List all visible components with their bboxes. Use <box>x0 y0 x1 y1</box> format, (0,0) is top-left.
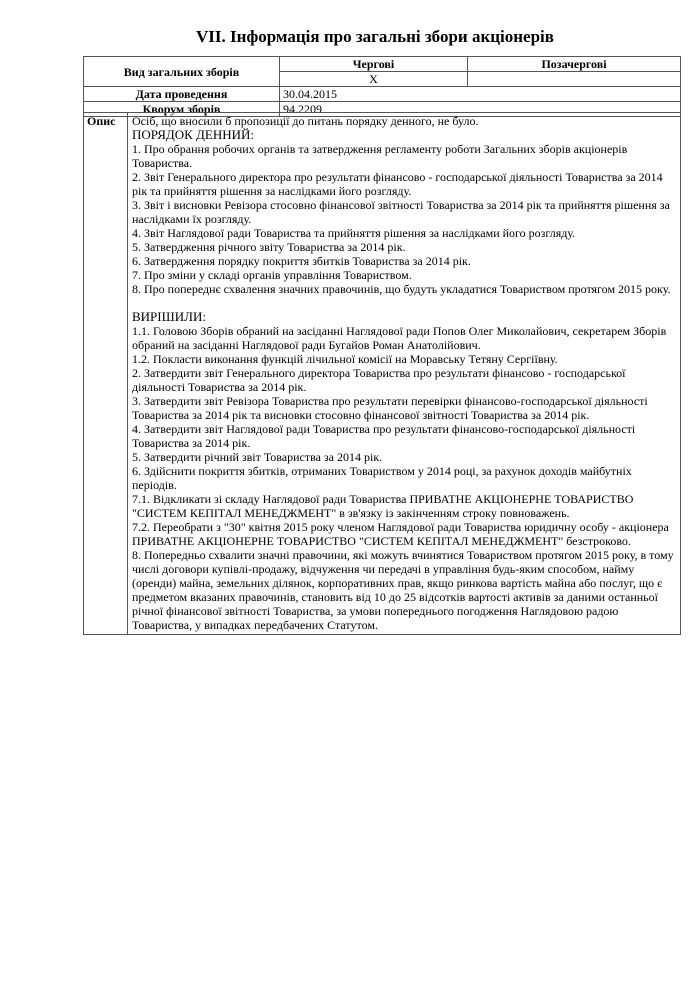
extraordinary-header: Позачергові <box>468 57 681 72</box>
description-line: Осіб, що вносили б пропозиції до питань порядку денного, не було. <box>132 114 479 128</box>
decision-item: 7.2. Переобрати з "30" квітня 2015 року членом Наглядової ради Товариства юридичну особу - акціонера ПРИВАТНЕ АКЦІОНЕРНЕ ТОВАРИСТВО "СИСТЕМ КЕПІТАЛ МЕНЕДЖМЕНТ" безстроково. <box>132 520 669 548</box>
decision-item: 3. Затвердити звіт Ревізора Товариства про результати перевірки фінансово-господарської діяльності Товариства за 2014 рік та висновки стосовно фінансової звітності Товариства за 2014 рік. <box>132 394 648 422</box>
section-title: VII. Інформація про загальні збори акціонерів <box>196 27 554 46</box>
extraordinary-mark <box>468 72 681 87</box>
agenda-item: 6. Затвердження порядку покриття збитків Товариства за 2014 рік. <box>132 254 471 268</box>
agenda-item: 1. Про обрання робочих органів та затвердження регламенту роботи Загальних зборів акціонерів Товариства. <box>132 142 628 170</box>
decision-item: 6. Здійснити покриття збитків, отриманих Товариством у 2014 році, за рахунок доходів майбутніх періодів. <box>132 464 632 492</box>
agenda-item: 4. Звіт Наглядової ради Товариства та прийняття рішення за наслідками його розгляду. <box>132 226 576 240</box>
date-label: Дата проведення <box>84 87 280 102</box>
agenda-item: 2. Звіт Генерального директора про результати фінансово - господарської діяльності Товариства за 2014 рік та прийняття рішення за наслідками його розгляду. <box>132 170 663 198</box>
regular-header: Чергові <box>280 57 468 72</box>
date-value: 30.04.2015 <box>280 87 681 102</box>
decision-item: 8. Попередньо схвалити значні правочини, які можуть вчинятися Товариством протягом 2015 року, в тому числі договори купівлі-продажу, відчуження чи передачі в управління будь-яким способом, найму (оренди) майна, земельних ділянок, корпоративних прав, якщо ринкова вартість майна або послуг, що є предметом вказаних правочинів, становить від 10 до 25 відсотків вартості активів за даними останньої річної фінансової звітності Товариства, за умови попереднього погодження Наглядовою радою Товариства, у випадках передбачених Статутом. <box>132 548 674 632</box>
agenda-item: 8. Про попереднє схвалення значних правочинів, що будуть укладатися Товариством протягом 2015 року. <box>132 282 671 296</box>
agenda-item: 7. Про зміни у складі органів управління Товариством. <box>132 268 412 282</box>
meeting-info-table <box>83 56 681 117</box>
decision-item: 1.2. Покласти виконання функцій лічильної комісії на Моравську Тетяну Сергіївну. <box>132 352 558 366</box>
agenda-item: 3. Звіт і висновки Ревізора стосовно фінансової звітності Товариства за 2014 рік та прийняття рішення за наслідками їх розгляду. <box>132 198 670 226</box>
decision-item: 4. Затвердити звіт Наглядової ради Товариства про результати фінансово-господарської діяльності Товариства за 2014 рік. <box>132 422 636 450</box>
agenda-heading: ПОРЯДОК ДЕННИЙ: <box>132 127 255 142</box>
description-label: Опис <box>84 113 128 635</box>
decision-item: 2. Затвердити звіт Генерального директора Товариства про результати фінансово - господарської діяльності Товариства за 2014 рік. <box>132 366 626 394</box>
decision-item: 5. Затвердити річний звіт Товариства за 2014 рік. <box>132 450 383 464</box>
decisions-heading: ВИРІШИЛИ: <box>132 309 206 324</box>
blank-line <box>132 296 676 310</box>
agenda-item: 5. Затвердження річного звіту Товариства за 2014 рік. <box>132 240 406 254</box>
description-text <box>128 113 681 635</box>
quorum-value: 94.2209 <box>280 102 681 117</box>
decision-item: 1.1. Головою Зборів обраний на засіданні Наглядової ради Попов Олег Миколайович, секретарем Зборів обраний на засіданні Наглядової ради Бугайов Роман Анатолійович. <box>132 324 667 352</box>
quorum-label: Кворум зборів <box>84 102 280 117</box>
decision-item: 7.1. Відкликати зі складу Наглядової ради Товариства ПРИВАТНЕ АКЦІОНЕРНЕ ТОВАРИСТВО "СИСТЕМ КЕПІТАЛ МЕНЕДЖМЕНТ" в зв'язку із закінченням строку повноважень. <box>132 492 634 520</box>
meeting-type-label: Вид загальних зборів <box>84 57 280 87</box>
regular-mark: X <box>280 72 468 87</box>
description-table <box>83 112 681 635</box>
